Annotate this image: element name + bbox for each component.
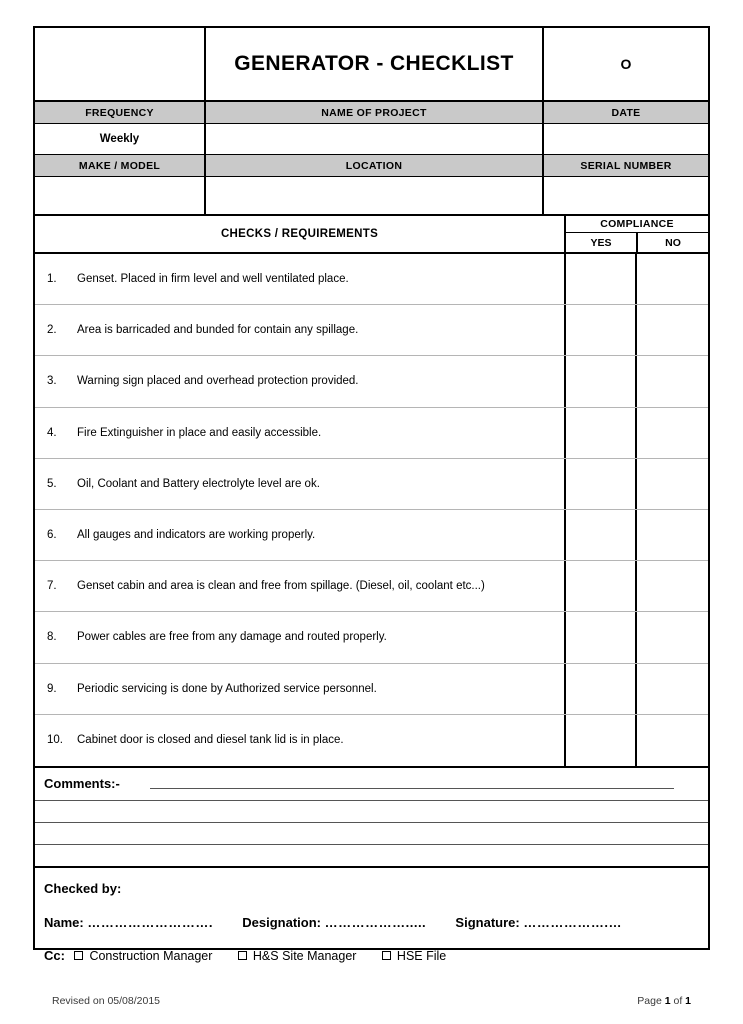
checkbox-yes[interactable] — [566, 305, 637, 355]
page-prefix: Page — [637, 995, 665, 1007]
check-item-label: Periodic servicing is done by Authorized service personnel. — [77, 682, 377, 695]
check-item-label: Fire Extinguisher in place and easily accessible. — [77, 426, 322, 439]
date-field[interactable] — [544, 124, 708, 154]
check-item-text — [35, 408, 566, 458]
make-model-field[interactable] — [35, 177, 206, 214]
check-item-number: 3. — [47, 375, 57, 388]
serial-number-header: SERIAL NUMBER — [580, 159, 672, 172]
checkbox-yes[interactable] — [566, 254, 637, 304]
cc-label: Cc: — [44, 947, 65, 963]
signature-field[interactable]: ……………….… — [523, 914, 622, 930]
check-item-label: Cabinet door is closed and diesel tank lid is in place. — [77, 734, 344, 747]
title-row — [35, 28, 708, 102]
info-value-row-1 — [35, 124, 708, 155]
compliance-subheaders — [566, 233, 708, 252]
checkbox-yes[interactable] — [566, 356, 637, 406]
checkbox-no[interactable] — [637, 254, 708, 304]
checkbox-no[interactable] — [637, 356, 708, 406]
check-item-number: 5. — [47, 477, 57, 490]
checkbox-yes[interactable] — [566, 561, 637, 611]
check-item-label: Oil, Coolant and Battery electrolyte level are ok. — [77, 477, 320, 490]
table-row — [35, 664, 708, 715]
checkbox-no[interactable] — [637, 664, 708, 714]
checkbox-icon[interactable] — [238, 951, 247, 960]
info-value-row-2 — [35, 177, 708, 216]
generator-checklist-form — [33, 26, 710, 963]
checkbox-no[interactable] — [637, 510, 708, 560]
page-title: GENERATOR - CHECKLIST — [234, 52, 514, 75]
check-item-text — [35, 561, 566, 611]
make-model-header: MAKE / MODEL — [35, 155, 206, 176]
checkbox-no[interactable] — [637, 561, 708, 611]
signoff-fields-row — [44, 915, 708, 930]
logo-cell — [35, 28, 206, 100]
table-row — [35, 561, 708, 612]
checkbox-icon[interactable] — [74, 951, 83, 960]
table-row — [35, 715, 708, 766]
info-header-row-1 — [35, 102, 708, 124]
check-item-text — [35, 715, 566, 766]
info-header-row-2 — [35, 155, 708, 177]
compliance-no-header: NO — [665, 236, 681, 249]
check-item-label: Genset cabin and area is clean and free from spillage. (Diesel, oil, coolant etc...) — [77, 580, 485, 593]
check-item-number: 4. — [47, 426, 57, 439]
checkbox-no[interactable] — [637, 612, 708, 662]
checkbox-yes[interactable] — [566, 510, 637, 560]
check-item-number: 6. — [47, 529, 57, 542]
cc-option-hse-file[interactable] — [382, 949, 446, 963]
checks-requirements-header: CHECKS / REQUIREMENTS — [35, 216, 566, 252]
name-field[interactable]: ………………………. — [87, 914, 213, 930]
cc-row — [44, 948, 708, 963]
check-item-number: 7. — [47, 580, 57, 593]
checkbox-yes[interactable] — [566, 612, 637, 662]
title-cell — [206, 28, 544, 100]
signoff-section — [35, 868, 708, 963]
checkbox-yes[interactable] — [566, 459, 637, 509]
checked-by-label: Checked by: — [44, 880, 122, 896]
page-total: 1 — [685, 995, 691, 1007]
check-item-text — [35, 305, 566, 355]
designation-field[interactable]: ………………..... — [324, 914, 427, 930]
check-item-text — [35, 612, 566, 662]
signature-label: Signature: — [455, 914, 520, 930]
comments-section — [35, 768, 708, 868]
cc-option-label: H&S Site Manager — [252, 948, 357, 963]
cc-option-label: Construction Manager — [89, 948, 213, 963]
table-row — [35, 459, 708, 510]
comments-label: Comments:- — [44, 776, 120, 792]
checkbox-icon[interactable] — [382, 951, 391, 960]
check-item-text — [35, 664, 566, 714]
frequency-header: FREQUENCY — [35, 102, 206, 123]
check-item-label: All gauges and indicators are working properly. — [77, 529, 316, 542]
location-header: LOCATION — [206, 155, 544, 176]
checkbox-no[interactable] — [637, 459, 708, 509]
location-field[interactable] — [206, 177, 544, 214]
revision-cell — [544, 28, 708, 100]
compliance-header-group — [566, 216, 708, 252]
checkbox-yes[interactable] — [566, 664, 637, 714]
check-item-label: Warning sign placed and overhead protection provided. — [77, 375, 359, 388]
compliance-yes-header: YES — [566, 233, 638, 252]
checkbox-no[interactable] — [637, 408, 708, 458]
project-name-header: NAME OF PROJECT — [206, 102, 544, 123]
check-item-label: Area is barricaded and bunded for contain any spillage. — [77, 324, 359, 337]
page-mid: of — [670, 995, 686, 1007]
comments-input[interactable] — [35, 800, 708, 822]
comments-input[interactable] — [35, 822, 708, 844]
comments-first-line — [35, 768, 708, 800]
checkbox-no[interactable] — [637, 715, 708, 766]
check-item-number: 9. — [47, 682, 57, 695]
checklist-rows — [35, 254, 708, 768]
frequency-value: Weekly — [35, 124, 206, 154]
check-item-text — [35, 356, 566, 406]
page-footer — [52, 995, 691, 1007]
table-row — [35, 254, 708, 305]
page-current: 1 — [664, 995, 671, 1007]
page-number — [637, 995, 691, 1007]
check-item-number: 1. — [47, 273, 57, 286]
cc-option-hs-site-manager[interactable] — [238, 949, 357, 963]
check-item-number: 2. — [47, 324, 57, 337]
comments-input[interactable] — [35, 844, 708, 866]
check-item-label: Power cables are free from any damage and routed properly. — [77, 631, 387, 644]
name-label: Name: — [44, 914, 84, 930]
project-name-field[interactable] — [206, 124, 544, 154]
comments-input[interactable] — [150, 787, 674, 789]
table-row — [35, 305, 708, 356]
table-row — [35, 408, 708, 459]
checks-header-row — [35, 216, 708, 254]
checkbox-no[interactable] — [637, 305, 708, 355]
check-item-text — [35, 510, 566, 560]
date-header: DATE — [611, 106, 641, 119]
cc-option-label: HSE File — [396, 948, 447, 963]
revision-value: O — [620, 56, 632, 72]
check-item-text — [35, 254, 566, 304]
revision-date: Revised on 05/08/2015 — [52, 995, 160, 1007]
designation-label: Designation: — [242, 914, 321, 930]
check-item-number: 8. — [47, 631, 57, 644]
serial-number-field[interactable] — [544, 177, 708, 214]
compliance-header: COMPLIANCE — [566, 216, 708, 233]
check-item-text — [35, 459, 566, 509]
table-row — [35, 510, 708, 561]
checkbox-yes[interactable] — [566, 408, 637, 458]
check-item-label: Genset. Placed in firm level and well ventilated place. — [77, 273, 349, 286]
table-row — [35, 356, 708, 407]
cc-option-construction-manager[interactable] — [74, 949, 212, 963]
table-row — [35, 612, 708, 663]
checkbox-yes[interactable] — [566, 715, 637, 766]
check-item-number: 10. — [47, 734, 63, 747]
